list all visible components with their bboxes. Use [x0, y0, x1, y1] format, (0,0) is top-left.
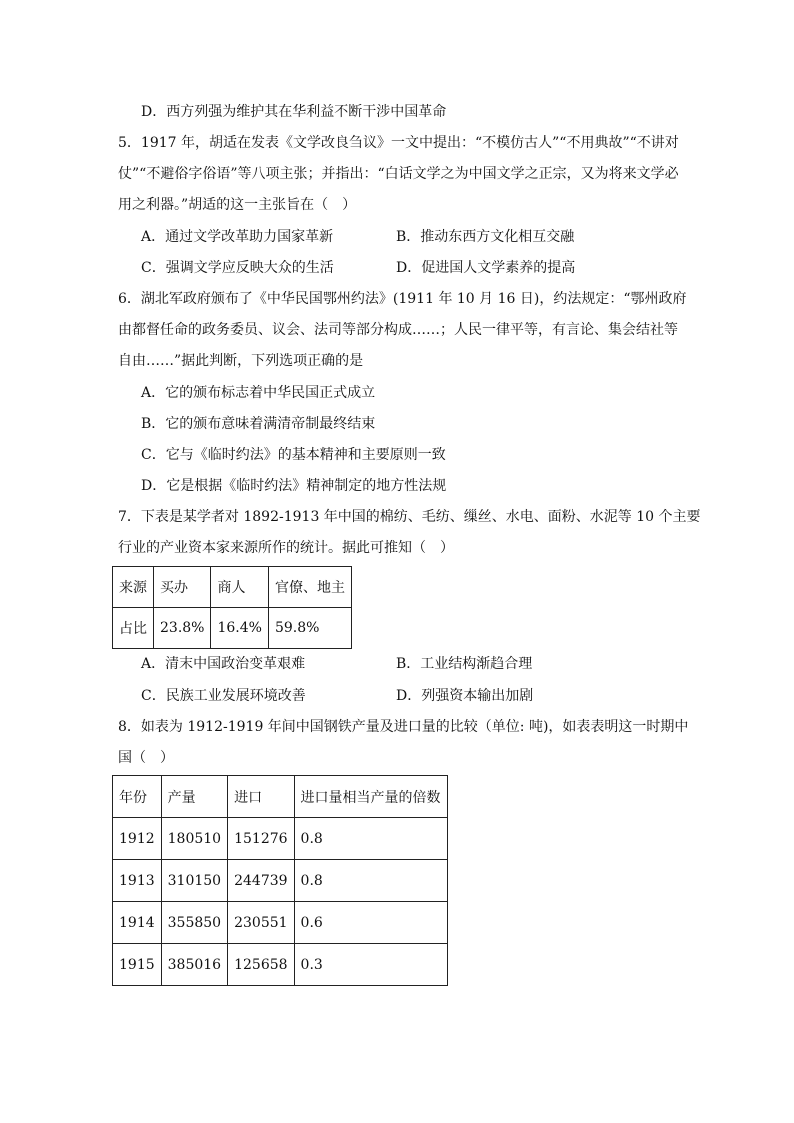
table-cell: 385016 — [161, 944, 227, 986]
q5-option-a: A．通过文学改革助力国家革新 — [141, 229, 334, 245]
table-cell: 来源 — [113, 567, 154, 608]
q6-option-b: B．它的颁布意味着满清帝制最终结束 — [141, 416, 376, 432]
q7-stem-line-2: 行业的产业资本家来源所作的统计。据此可推知（ ） — [118, 540, 454, 556]
table-cell: 商人 — [211, 567, 268, 608]
table-row — [113, 902, 448, 944]
q5-stem-line-3: 用之利器。”胡适的这一主张旨在（ ） — [118, 197, 357, 213]
q7-option-d: D．列强资本输出加剧 — [396, 688, 534, 704]
table-cell: 官僚、地主 — [268, 567, 351, 608]
table-cell: 310150 — [161, 860, 227, 902]
table-row — [113, 860, 448, 902]
q6-option-a: A．它的颁布标志着中华民国正式成立 — [141, 385, 376, 401]
table-cell: 0.6 — [294, 902, 447, 944]
table-cell: 180510 — [161, 818, 227, 860]
q8-stem-line-2: 国（ ） — [118, 750, 174, 766]
table-cell: 年份 — [113, 776, 162, 818]
table-cell: 0.3 — [294, 944, 447, 986]
q8-table — [112, 775, 448, 986]
table-row — [113, 776, 448, 818]
table-cell: 23.8% — [154, 608, 211, 649]
q5-option-b: B．推动东西方文化相互交融 — [396, 229, 575, 245]
q5-option-c: C．强调文学应反映大众的生活 — [141, 260, 334, 276]
table-cell: 1912 — [113, 818, 162, 860]
table-cell: 151276 — [228, 818, 294, 860]
q6-option-d: D．它是根据《临时约法》精神制定的地方性法规 — [141, 478, 447, 494]
table-cell: 占比 — [113, 608, 154, 649]
q6-stem-line-3: 自由……”据此判断，下列选项正确的是 — [118, 353, 364, 369]
table-cell: 0.8 — [294, 860, 447, 902]
q8-stem-line-1: 8．如表为 1912-1919 年间中国钢铁产量及进口量的比较（单位: 吨)，如表表明这一时期中 — [118, 719, 689, 735]
table-cell: 进口量相当产量的倍数 — [294, 776, 447, 818]
q7-table — [112, 566, 352, 649]
q7-option-c: C．民族工业发展环境改善 — [141, 688, 306, 704]
table-cell: 125658 — [228, 944, 294, 986]
q4-option-d: D．西方列强为维护其在华利益不断干涉中国革命 — [141, 104, 447, 120]
table-cell: 1913 — [113, 860, 162, 902]
q7-option-b: B．工业结构渐趋合理 — [396, 656, 533, 672]
table-cell: 0.8 — [294, 818, 447, 860]
table-row — [113, 567, 352, 608]
q5-option-d: D．促进国人文学素养的提高 — [396, 260, 576, 276]
table-row — [113, 608, 352, 649]
table-cell: 244739 — [228, 860, 294, 902]
q5-stem-line-2: 仗”“不避俗字俗语”等八项主张；并指出：“白话文学之为中国文学之正宗，又为将来文学必 — [118, 166, 679, 182]
table-cell: 1915 — [113, 944, 162, 986]
q6-stem-line-1: 6．湖北军政府颁布了《中华民国鄂州约法》(1911 年 10 月 16 日)，约法规定：“鄂州政府 — [118, 291, 687, 307]
table-cell: 产量 — [161, 776, 227, 818]
table-cell: 进口 — [228, 776, 294, 818]
q6-option-c: C．它与《临时约法》的基本精神和主要原则一致 — [141, 447, 446, 463]
q7-stem-line-1: 7．下表是某学者对 1892-1913 年中国的棉纺、毛纺、缫丝、水电、面粉、水泥等 10 个主要 — [118, 509, 701, 525]
table-cell: 买办 — [154, 567, 211, 608]
table-cell: 16.4% — [211, 608, 268, 649]
table-row — [113, 818, 448, 860]
table-row — [113, 944, 448, 986]
table-cell: 1914 — [113, 902, 162, 944]
table-cell: 230551 — [228, 902, 294, 944]
q5-stem-line-1: 5．1917 年，胡适在发表《文学改良刍议》一文中提出：“不模仿古人”“不用典故”“不讲对 — [118, 135, 679, 151]
q7-option-a: A．清末中国政治变革艰难 — [141, 656, 306, 672]
q6-stem-line-2: 由都督任命的政务委员、议会、法司等部分构成……；人民一律平等，有言论、集会结社等 — [118, 322, 678, 338]
table-cell: 59.8% — [268, 608, 351, 649]
table-cell: 355850 — [161, 902, 227, 944]
